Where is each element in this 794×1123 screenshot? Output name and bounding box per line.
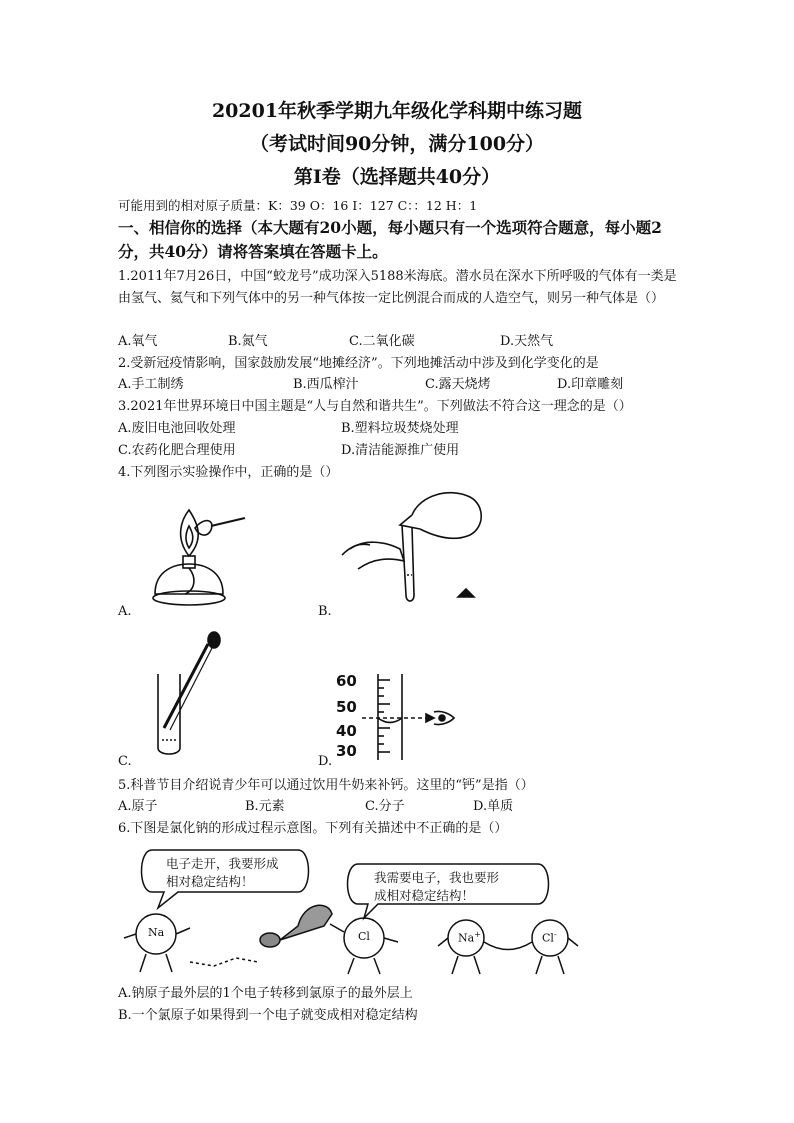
q2-option-b[interactable]: B.西瓜榨汁: [293, 377, 359, 392]
q4-option-c[interactable]: C.: [118, 754, 132, 769]
ion-label-cl: Cl-: [542, 930, 557, 945]
bubble-left-line-1: 电子走开，我要形成: [166, 856, 279, 871]
cylinder-tick-50: 50: [336, 698, 357, 716]
graduated-cylinder-figure: [330, 672, 460, 760]
q4-option-a[interactable]: A.: [118, 604, 132, 619]
pouring-liquid-figure: [340, 485, 500, 615]
atomic-masses: 可能用到的相对原子质量：K：39 O：16 I：127 C：：12 H：1: [118, 198, 478, 213]
part1-heading: 一、相信你的选择（本大题有20小题，每小题只有一个选项符合题意，每小题2分，共40分）请将答案填在答题卡上。: [118, 218, 662, 261]
q5-option-b[interactable]: B.元素: [245, 799, 285, 814]
q6-option-b[interactable]: B.一个氯原子如果得到一个电子就变成相对稳定结构: [118, 1008, 418, 1023]
q1-option-b[interactable]: B.氮气: [228, 334, 268, 349]
q3-option-d[interactable]: D.清洁能源推广使用: [341, 443, 460, 458]
q3-option-c[interactable]: C.农药化肥合理使用: [118, 443, 236, 458]
q2-option-a[interactable]: A.手工制绣: [118, 377, 184, 392]
q1-option-d[interactable]: D.天然气: [500, 334, 554, 349]
q6-option-a[interactable]: A.钠原子最外层的1个电子转移到氯原子的最外层上: [118, 986, 413, 1001]
q2-option-c[interactable]: C.露天烧烤: [425, 377, 491, 392]
question-1-stem: 1.2011年7月26日，中国“蛟龙号”成功深入5188米海底。潜水员在深水下所呼吸的气体有一类是由氢气、氦气和下列气体中的另一种气体按一定比例混合而成的人造空气，则另一种气体是（）: [118, 269, 677, 306]
exam-title: 20201年秋季学期九年级化学科期中练习题: [211, 100, 583, 122]
bubble-right-line-1: 我需要电子，我也要形: [374, 870, 500, 885]
q4-option-d[interactable]: D.: [318, 754, 333, 769]
atom-label-na: Na: [148, 926, 165, 939]
q4-option-b[interactable]: B.: [318, 604, 332, 619]
q5-option-d[interactable]: D.单质: [473, 799, 514, 814]
atom-label-cl: Cl: [358, 930, 370, 943]
bubble-right-line-2: 成相对稳定结构！: [374, 888, 475, 903]
q5-option-a[interactable]: A.原子: [118, 799, 158, 814]
ion-label-na: Na+: [458, 930, 481, 945]
bubble-left-line-2: 相对稳定结构！: [166, 874, 254, 889]
q1-option-a[interactable]: A.氧气: [118, 334, 158, 349]
q3-option-a[interactable]: A.废旧电池回收处理: [118, 421, 236, 436]
cylinder-tick-30: 30: [336, 742, 357, 760]
exam-subtitle: （考试时间90分钟，满分100分）: [249, 133, 545, 155]
cylinder-tick-60: 60: [336, 672, 357, 690]
question-3-stem: 3.2021年世界环境日中国主题是“人与自然和谐共生”。下列做法不符合这一理念的是（）: [118, 399, 632, 414]
q2-option-d[interactable]: D.印章雕刻: [557, 377, 624, 392]
lamp-flame: [181, 510, 199, 556]
cylinder-tick-40: 40: [336, 722, 357, 740]
nacl-formation-figure: [118, 842, 586, 982]
question-6-stem: 6.下图是氯化钠的形成过程示意图。下列有关描述中不正确的是（）: [118, 821, 508, 836]
q3-option-b[interactable]: B.塑料垃圾焚烧处理: [341, 421, 459, 436]
q1-option-c[interactable]: C.二氧化碳: [349, 334, 415, 349]
question-5-stem: 5.科普节目介绍说青少年可以通过饮用牛奶来补钙。这里的“钙”是指（）: [118, 778, 534, 793]
q5-option-c[interactable]: C.分子: [365, 799, 405, 814]
question-2-stem: 2.受新冠疫情影响，国家鼓励发展“地摊经济”。下列地摊活动中涉及到化学变化的是: [118, 356, 599, 371]
section-title: 第Ⅰ卷（选择题共40分）: [293, 166, 501, 188]
dropper-figure: [150, 630, 230, 760]
alcohol-lamp-figure: [145, 498, 255, 618]
question-4-stem: 4.下列图示实验操作中，正确的是（）: [118, 465, 339, 480]
